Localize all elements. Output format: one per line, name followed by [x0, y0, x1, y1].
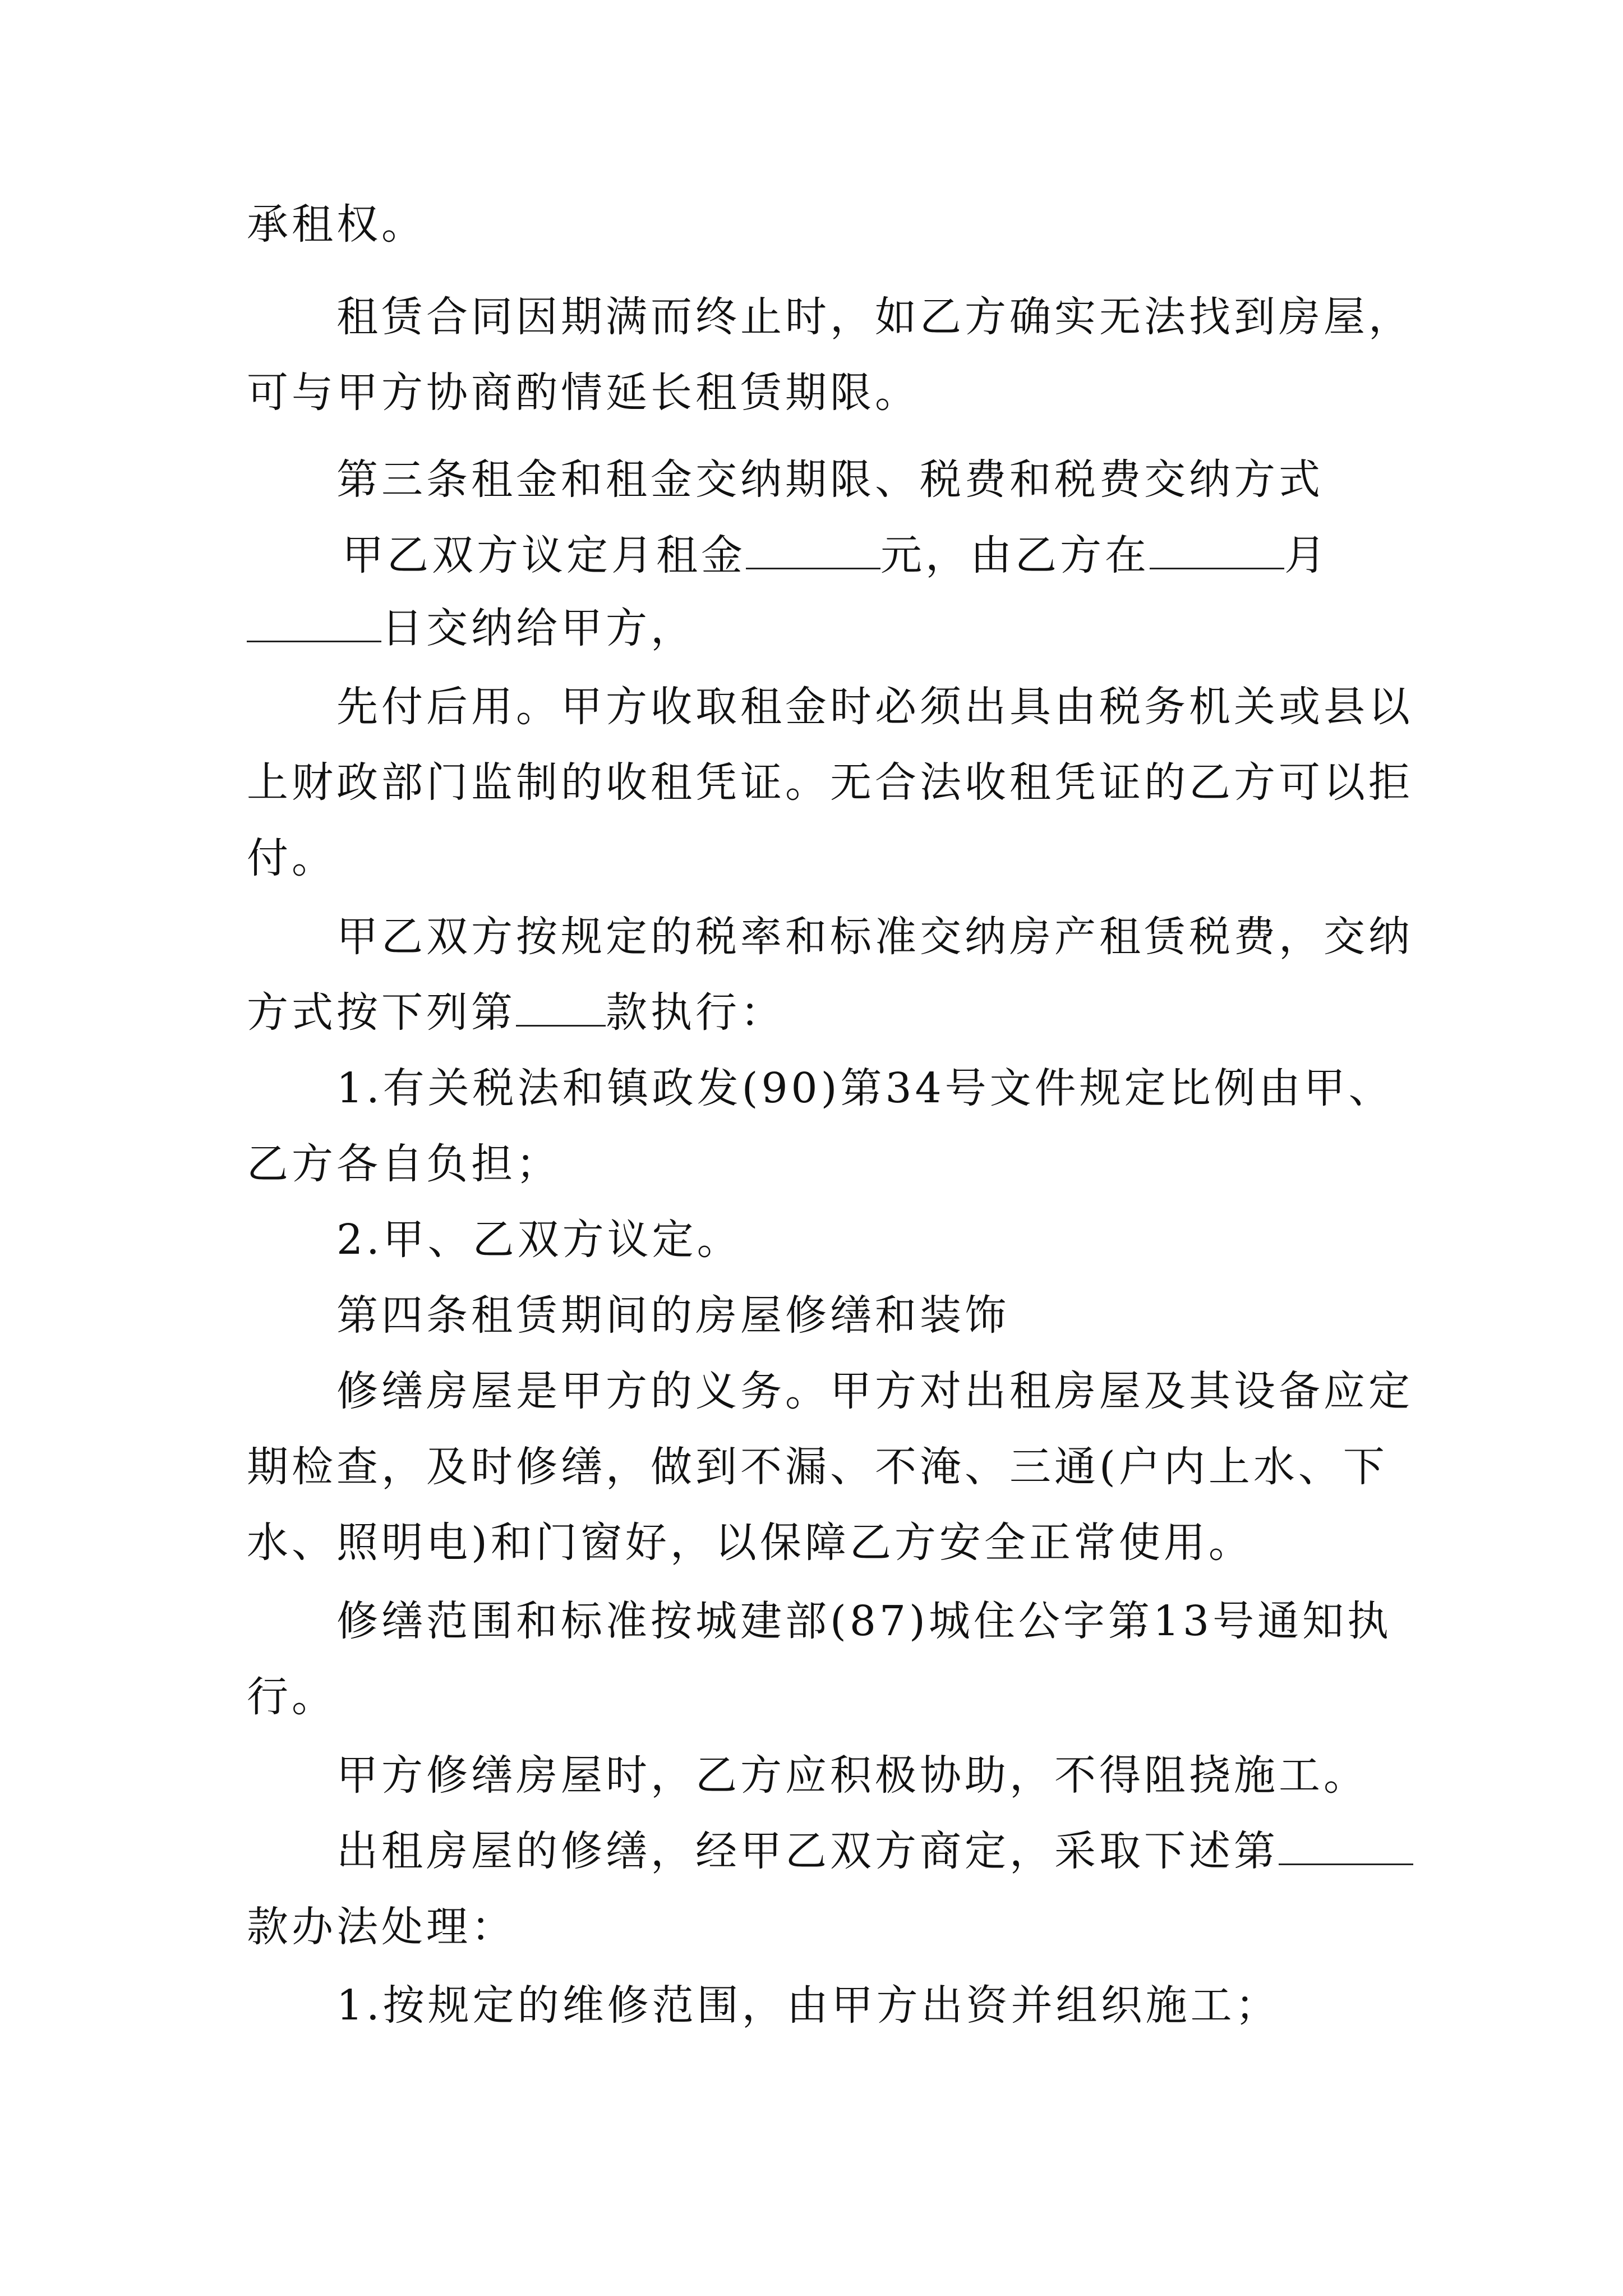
paragraph-line — [336, 1820, 1413, 1882]
rent-amount-blank — [746, 531, 880, 569]
text-run: 1.有关税法和镇政发(90)第34号文件规定比例由甲、 — [336, 1064, 1394, 1112]
text-run: 日交纳给甲方， — [381, 604, 695, 652]
text-run: 甲方修缮房屋时，乙方应积极协助，不得阻挠施工。 — [336, 1751, 1368, 1800]
text-run: 行。 — [247, 1673, 336, 1721]
list-item — [336, 1057, 1394, 1119]
paragraph-line — [336, 286, 1413, 348]
text-run: 方式按下列第 — [247, 988, 516, 1037]
text-run: 期检查，及时修缮，做到不漏、不淹、三通(户内上水、下 — [247, 1443, 1388, 1491]
text-run: 水、照明电)和门窗好，以保障乙方安全正常使用。 — [247, 1519, 1253, 1567]
paragraph-line — [247, 194, 426, 255]
text-run: 元，由乙方在 — [880, 531, 1150, 579]
paragraph-line — [247, 1666, 336, 1728]
text-run: 可与甲方协商酌情延长租赁期限。 — [247, 369, 920, 417]
text-run: 先付后用。甲方收取租金时必须出具由税务机关或县以 — [336, 683, 1413, 731]
text-run: 1.按规定的维修范围，由甲方出资并组织施工； — [336, 1981, 1280, 2030]
tax-clause-blank — [516, 988, 606, 1027]
paragraph-line — [336, 1745, 1368, 1806]
paragraph-line — [336, 1590, 1392, 1652]
paragraph-line — [247, 752, 1413, 813]
paragraph-line — [336, 906, 1413, 968]
text-run: 款执行： — [606, 988, 785, 1037]
paragraph-line — [336, 1360, 1413, 1422]
text-run: 租赁合同因期满而终止时，如乙方确实无法找到房屋， — [336, 293, 1413, 341]
text-run: 月 — [1284, 531, 1329, 579]
paragraph-line — [247, 982, 785, 1043]
payment-day-blank — [247, 604, 381, 642]
text-run: 承租权。 — [247, 200, 426, 249]
text-run: 甲乙双方议定月租金 — [342, 531, 746, 579]
text-run: 款办法处理： — [247, 1903, 516, 1951]
paragraph-line — [336, 676, 1413, 738]
text-run: 甲乙双方按规定的税率和标准交纳房产租赁税费，交纳 — [336, 913, 1413, 961]
article-heading — [336, 449, 1324, 510]
text-run: 乙方各自负担； — [247, 1140, 561, 1188]
text-run: 出租房屋的修缮，经甲乙双方商定，采取下述第 — [336, 1827, 1279, 1875]
repair-clause-blank — [1279, 1826, 1413, 1865]
text-run: 第四条租赁期间的房屋修缮和装饰 — [336, 1291, 1009, 1340]
paragraph-line — [247, 1436, 1388, 1498]
article-heading — [336, 1285, 1009, 1346]
list-item — [336, 1209, 742, 1271]
text-run: 修缮房屋是甲方的义务。甲方对出租房屋及其设备应定 — [336, 1367, 1413, 1415]
paragraph-line — [247, 362, 920, 424]
paragraph-line — [247, 597, 695, 659]
text-run: 上财政部门监制的收租凭证。无合法收租凭证的乙方可以拒 — [247, 758, 1413, 807]
paragraph-line — [342, 524, 1329, 586]
list-item — [336, 1975, 1280, 2036]
text-run: 付。 — [247, 834, 336, 882]
paragraph-line — [247, 1133, 561, 1195]
paragraph-line — [247, 1512, 1253, 1573]
text-run: 2.甲、乙双方议定。 — [336, 1216, 742, 1264]
text-run: 修缮范围和标准按城建部(87)城住公字第13号通知执 — [336, 1597, 1393, 1645]
paragraph-line — [247, 827, 336, 889]
text-run: 第三条租金和租金交纳期限、税费和税费交纳方式 — [336, 455, 1324, 504]
payment-month-blank — [1150, 531, 1284, 569]
paragraph-line — [247, 1896, 516, 1958]
